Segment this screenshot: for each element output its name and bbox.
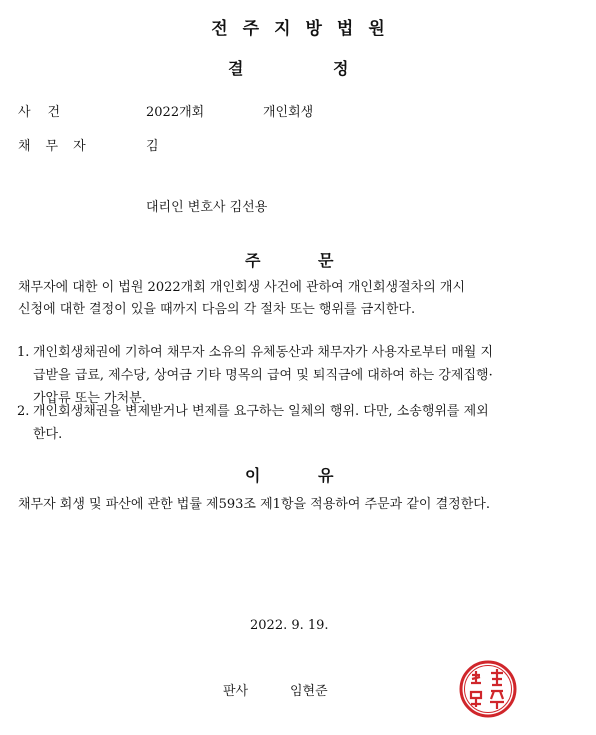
debtor-name: 김 bbox=[146, 139, 159, 154]
judge-seal-stamp-icon bbox=[458, 659, 518, 719]
reason-heading-char-2: 유 bbox=[318, 466, 334, 485]
decision-date: 2022. 9. 19. bbox=[250, 618, 329, 633]
doc-title-char-1: 결 bbox=[228, 59, 244, 78]
case-number: 2022개회 bbox=[146, 105, 205, 120]
court-name: 전주지방법원 bbox=[211, 19, 400, 39]
order-item-number: 2. bbox=[17, 404, 30, 419]
order-item-number: 1. bbox=[17, 345, 30, 360]
order-item-line: 개인회생채권을 변제받거나 변제를 요구하는 일체의 행위. 다만, 소송행위를 제외 bbox=[33, 404, 489, 419]
order-intro-line-2: 신청에 대한 결정이 있을 때까지 다음의 각 절차 또는 행위를 금지한다. bbox=[18, 302, 416, 317]
order-heading-char-2: 문 bbox=[318, 251, 334, 270]
order-item-line: 개인회생채권에 기하여 채무자 소유의 유체동산과 채무자가 사용자로부터 매월 지 bbox=[33, 345, 494, 360]
order-heading-char-1: 주 bbox=[245, 251, 261, 270]
reason-text: 채무자 회생 및 파산에 관한 법률 제593조 제1항을 적용하여 주문과 같이 결정한다. bbox=[18, 497, 490, 512]
order-item-line: 가압류 또는 가처분. bbox=[33, 391, 146, 406]
judge-title: 판사 bbox=[223, 684, 249, 699]
case-name: 개인회생 bbox=[263, 105, 314, 120]
order-item-line: 한다. bbox=[33, 427, 63, 442]
judge-name: 임현준 bbox=[290, 684, 328, 699]
order-intro-line-1: 채무자에 대한 이 법원 2022개회 개인회생 사건에 관하여 개인회생절차의 개시 bbox=[18, 280, 466, 295]
order-item-line: 급받을 급료, 제수당, 상여금 기타 명목의 급여 및 퇴직금에 대하여 하는 강제집행· bbox=[33, 368, 493, 383]
reason-heading-char-1: 이 bbox=[245, 466, 261, 485]
order-item-2 bbox=[17, 400, 577, 446]
agent-line: 대리인 변호사 김선용 bbox=[146, 200, 268, 215]
case-label: 사건 bbox=[18, 105, 78, 120]
doc-title-char-2: 정 bbox=[333, 59, 349, 78]
debtor-label: 채무자 bbox=[18, 139, 101, 154]
